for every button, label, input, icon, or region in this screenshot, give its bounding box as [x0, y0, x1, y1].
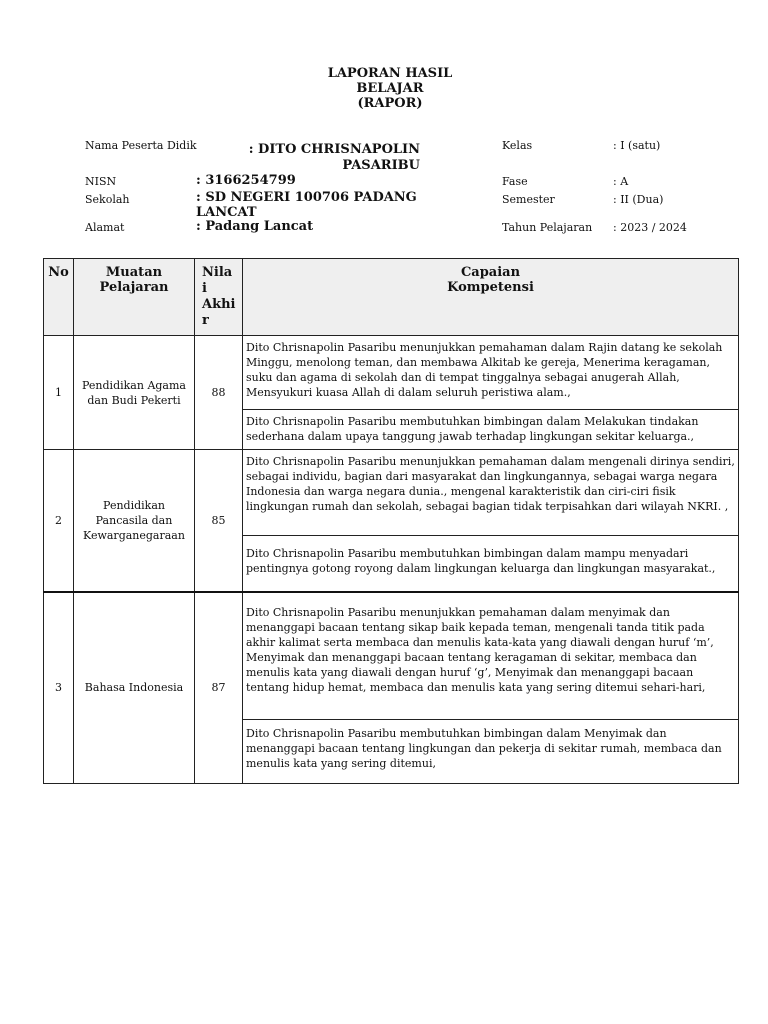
nama-value-line-1: : DITO CHRISNAPOLIN [248, 142, 420, 157]
row-2-capaian-2: Dito Chrisnapolin Pasaribu membutuhkan bimbingan dalam mampu menyadari pentingnya gotong royong dalam lingkungan keluarga dan lingkungan masyarakat., [243, 536, 739, 592]
row-3-capaian-2: Dito Chrisnapolin Pasaribu membutuhkan bimbingan dalam Menyimak dan menanggapi bacaan tentang lingkungan dan pekerja di sekitar rumah, membaca dan menulis kata yang sering ditemui, [243, 720, 739, 784]
row-3-capaian-1: Dito Chrisnapolin Pasaribu menunjukkan pemahaman dalam menyimak dan menanggapi bacaan tentang sikap baik kepada teman, mengenali tanda titik pada akhir kalimat serta membaca dan menulis kata-kata yang diawali dengan huruf ‘m’, Menyimak dan menanggapi bacaan tentang keragaman di sekitar, membaca dan menulis kata yang diawali dengan huruf ‘g’, Menyimak dan menanggapi bacaan tentang hidup hemat, membaca dan menulis kata yang sering ditemui sehari-hari, [243, 592, 739, 720]
table-row [44, 450, 739, 536]
header-mapel-line-1: Muatan [105, 265, 163, 280]
tahun-label: Tahun Pelajaran [502, 221, 593, 234]
kelas-label: Kelas [502, 139, 533, 152]
header-nilai-line-1: Nila [202, 265, 233, 280]
sekolah-value-line-2: LANCAT [196, 205, 257, 220]
report-title-line-2: BELAJAR [356, 81, 424, 96]
header-nilai-akhir [195, 259, 243, 336]
nama-label: Nama Peserta Didik [85, 139, 197, 152]
row-1-no: 1 [44, 336, 74, 450]
fase-value: : A [613, 175, 629, 188]
row-1-capaian-2: Dito Chrisnapolin Pasaribu membutuhkan bimbingan dalam Melakukan tindakan sederhana dalam upaya tanggung jawab terhadap lingkungan sekitar keluarga., [243, 410, 739, 450]
sekolah-value-line-1: : SD NEGERI 100706 PADANG [196, 190, 417, 205]
kelas-value: : I (satu) [613, 139, 661, 152]
nama-value-line-2: PASARIBU [342, 158, 420, 173]
header-nilai-line-3: Akhi [202, 297, 236, 312]
nisn-label: NISN [85, 175, 117, 188]
row-2-mapel-line-2: Pancasila dan [95, 513, 173, 527]
report-title-line-1: LAPORAN HASIL [327, 66, 453, 81]
row-1-capaian-1: Dito Chrisnapolin Pasaribu menunjukkan pemahaman dalam Rajin datang ke sekolah Minggu, menolong teman, dan membawa Alkitab ke gereja, Menerima keragaman, suku dan agama di sekolah dan di tempat tinggalnya sebagai anugerah Allah, Mensyukuri kuasa Allah di dalam seluruh peristiwa alam., [243, 336, 739, 410]
nama-value [244, 142, 420, 174]
header-muatan-pelajaran [74, 259, 195, 336]
row-3-no: 3 [44, 592, 74, 784]
grades-table [43, 258, 739, 784]
row-3-mapel [74, 592, 195, 784]
header-mapel-line-2: Pelajaran [99, 280, 169, 295]
header-nilai-line-4: r [202, 313, 209, 328]
semester-value: : II (Dua) [613, 193, 664, 206]
table-header-row [44, 259, 739, 336]
row-2-mapel-line-3: Kewarganegaraan [83, 528, 185, 542]
sekolah-label: Sekolah [85, 193, 130, 206]
alamat-value: : Padang Lancat [196, 219, 314, 234]
row-1-mapel-line-2: dan Budi Pekerti [87, 393, 181, 407]
row-1-mapel [74, 336, 195, 450]
row-1-mapel-line-1: Pendidikan Agama [82, 378, 186, 392]
tahun-value: : 2023 / 2024 [613, 221, 687, 234]
row-3-nilai: 87 [195, 592, 243, 784]
row-2-capaian-1: Dito Chrisnapolin Pasaribu menunjukkan pemahaman dalam mengenali dirinya sendiri, sebagai individu, bagian dari masyarakat dan lingkungannya, sebagai warga negara Indonesia dan warga negara dunia., mengenal karakteristik dan ciri-ciri fisik lingkungan rumah dan sekolah, sebagai bagian tidak terpisahkan dari wilayah NKRI. , [243, 450, 739, 536]
row-1-nilai: 88 [195, 336, 243, 450]
header-no: No [44, 259, 74, 336]
report-title [300, 66, 480, 111]
report-title-line-3: (RAPOR) [357, 96, 423, 111]
header-capaian-kompetensi [243, 259, 739, 336]
fase-label: Fase [502, 175, 528, 188]
table-row [44, 336, 739, 410]
semester-label: Semester [502, 193, 555, 206]
header-capaian-line-1: Capaian [460, 265, 521, 280]
row-2-nilai: 85 [195, 450, 243, 592]
row-2-mapel [74, 450, 195, 592]
table-row [44, 592, 739, 720]
row-2-mapel-line-1: Pendidikan [103, 498, 165, 512]
nisn-value: : 3166254799 [196, 173, 296, 188]
alamat-label: Alamat [85, 221, 125, 234]
row-2-no: 2 [44, 450, 74, 592]
header-nilai-line-2: i [202, 281, 207, 296]
row-3-mapel-line-1: Bahasa Indonesia [84, 681, 184, 695]
header-capaian-line-2: Kompetensi [447, 280, 534, 295]
